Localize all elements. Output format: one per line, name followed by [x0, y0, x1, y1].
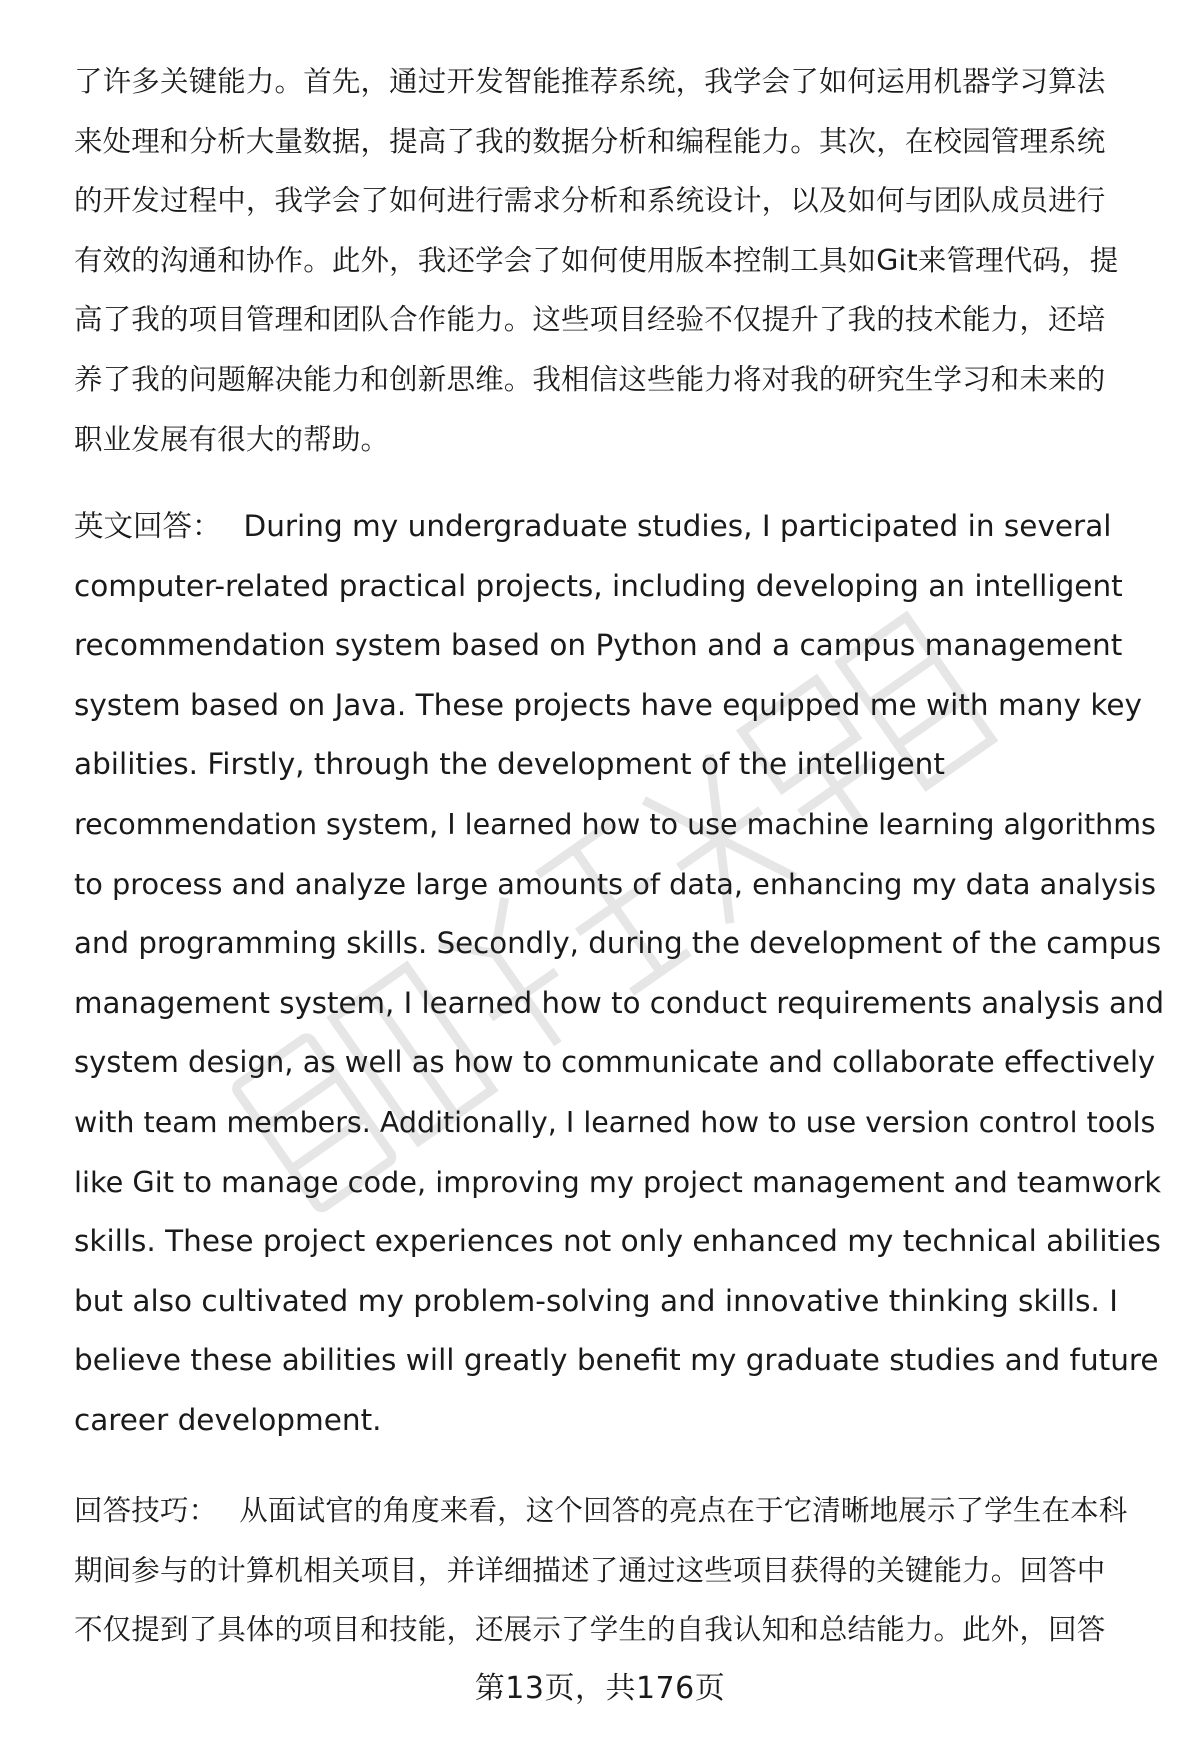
answer-tips-first-line: 从面试官的角度来看，这个回答的亮点在于它清晰地展示了学生在本科	[239, 1494, 1128, 1527]
english-answer-paragraph	[74, 497, 1164, 1451]
text-line: 养了我的问题解决能力和创新思维。我相信这些能力将对我的研究生学习和未来的	[74, 362, 1106, 396]
text-line: 的开发过程中，我学会了如何进行需求分析和系统设计，以及如何与团队成员进行	[74, 184, 1106, 218]
text-line: like Git to manage code, improving my project management and teamwork	[74, 1164, 1162, 1199]
text-line: but also cultivated my problem-solving and innovative thinking skills. I	[74, 1283, 1118, 1318]
text-line: 高了我的项目管理和团队合作能力。这些项目经验不仅提升了我的技术能力，还培	[74, 303, 1106, 337]
text-line: 有效的沟通和协作。此外，我还学会了如何使用版本控制工具如Git来管理代码，提	[74, 243, 1119, 277]
text-line: 了许多关键能力。首先，通过开发智能推荐系统，我学会了如何运用机器学习算法	[74, 65, 1106, 98]
page-number: 第13页，共176页	[474, 1671, 726, 1706]
text-line: 来处理和分析大量数据，提高了我的数据分析和编程能力。其次，在校园管理系统	[74, 124, 1106, 158]
english-answer-label: 英文回答：	[74, 509, 222, 543]
answer-tips-label: 回答技巧：	[74, 1494, 218, 1527]
text-line: believe these abilities will greatly benefit my graduate studies and future	[74, 1343, 1159, 1378]
text-line: system based on Java. These projects have equipped me with many key	[74, 687, 1142, 722]
text-line: computer-related practical projects, including developing an intelligent	[74, 568, 1123, 603]
text-line: 不仅提到了具体的项目和技能，还展示了学生的自我认知和总结能力。此外，回答	[74, 1613, 1106, 1647]
chinese-answer-paragraph	[74, 52, 1164, 469]
text-line: 期间参与的计算机相关项目，并详细描述了通过这些项目获得的关键能力。回答中	[74, 1553, 1106, 1587]
text-line: 职业发展有很大的帮助。	[74, 422, 390, 456]
text-line: skills. These project experiences not only enhanced my technical abilities	[74, 1224, 1161, 1259]
text-line: recommendation system based on Python and a campus management	[74, 628, 1123, 663]
answer-tips-paragraph	[74, 1481, 1164, 1660]
text-line: system design, as well as how to communicate and collaborate effectively	[74, 1045, 1156, 1080]
text-line: career development.	[74, 1402, 382, 1437]
text-line: abilities. Firstly, through the development of the intelligent	[74, 747, 945, 782]
english-answer-first-line: During my undergraduate studies, I participated in several	[243, 509, 1112, 543]
text-line	[74, 1481, 1164, 1541]
text-line: management system, I learned how to conduct requirements analysis and	[74, 985, 1165, 1020]
text-line	[74, 497, 1164, 557]
text-line: and programming skills. Secondly, during the development of the campus	[74, 926, 1162, 961]
text-line: to process and analyze large amounts of data, enhancing my data analysis	[74, 866, 1156, 901]
text-line: recommendation system, I learned how to use machine learning algorithms	[74, 807, 1156, 841]
text-line: with team members. Additionally, I learned how to use version control tools	[74, 1105, 1156, 1139]
